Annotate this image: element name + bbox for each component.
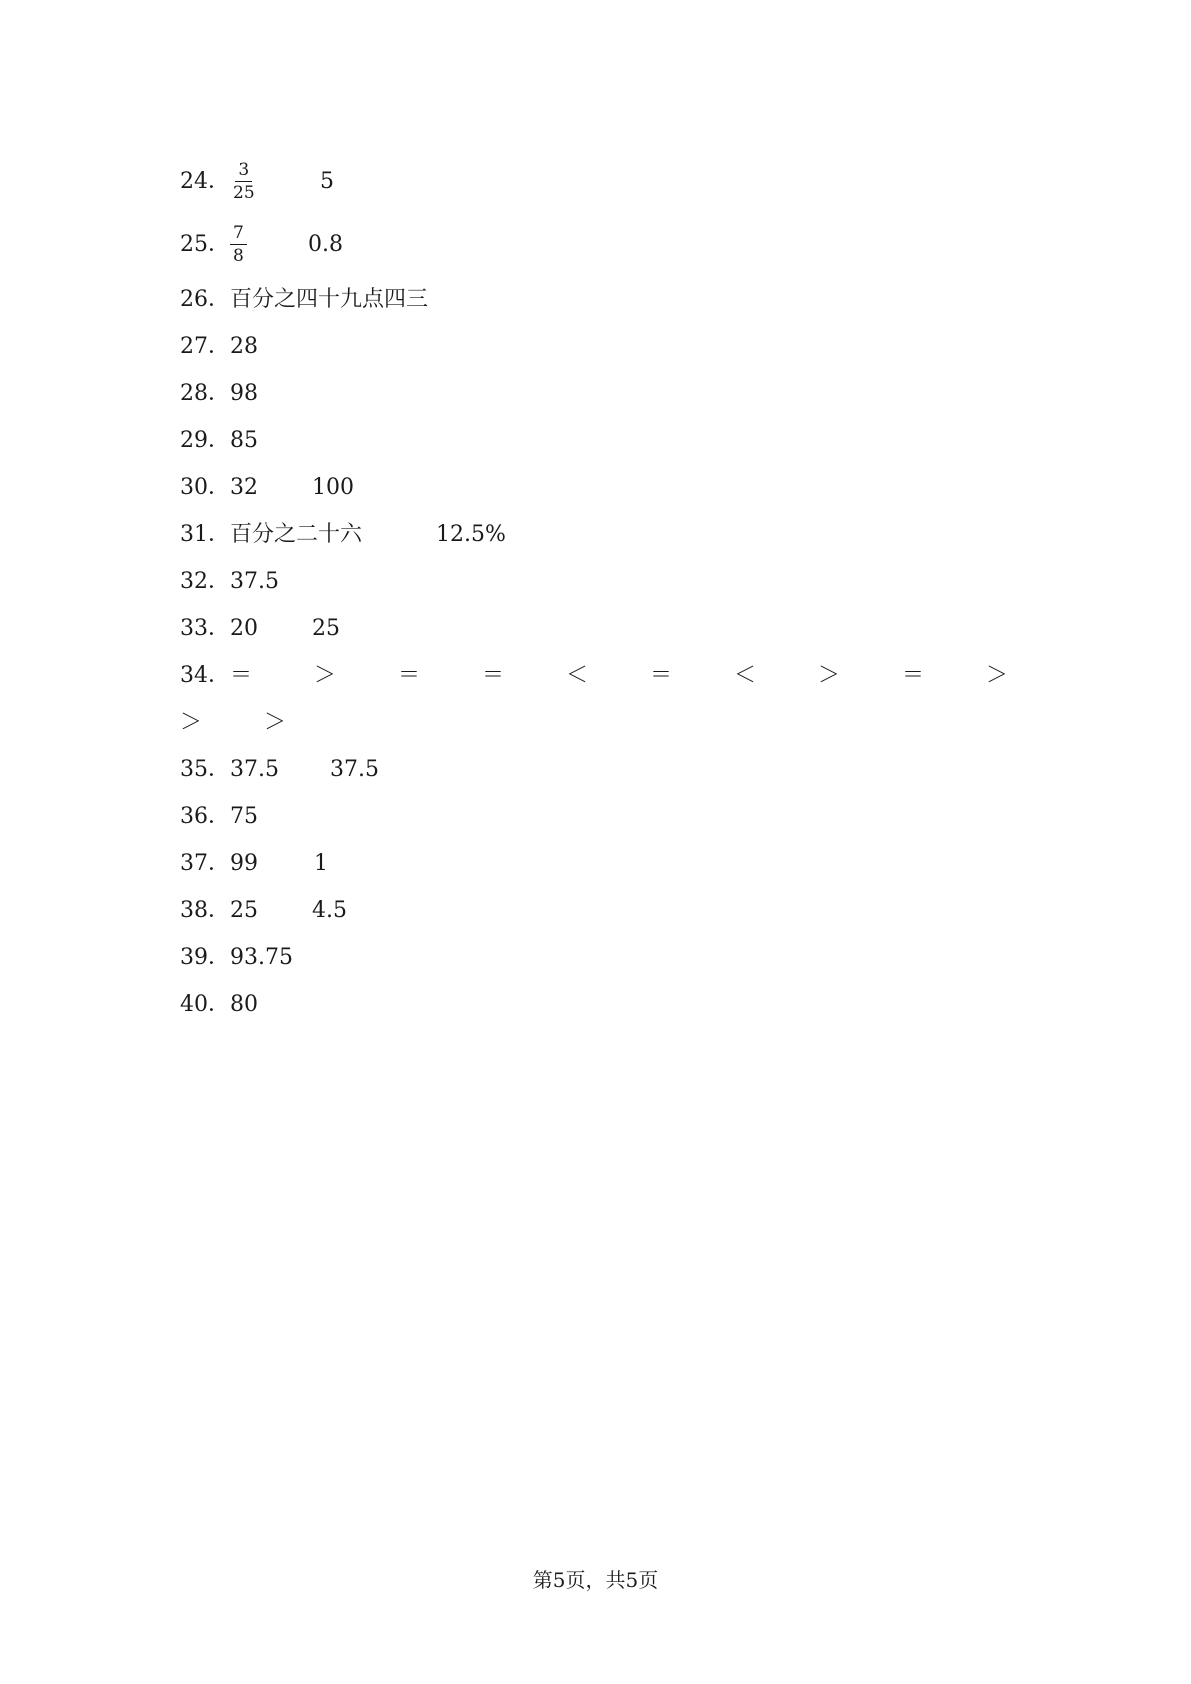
answer-value: 4.5: [312, 898, 347, 923]
question-number: 24．: [180, 169, 230, 194]
answer-row-26: [180, 276, 1040, 323]
question-number: 37．: [180, 851, 230, 876]
answer-value: 37.5: [230, 757, 279, 782]
answer-value: 37.5: [330, 757, 379, 782]
answer-row-29: [180, 417, 1040, 464]
question-number: 27．: [180, 334, 230, 359]
answer-row-30: [180, 464, 1040, 511]
answer-row-36: [180, 793, 1040, 840]
question-number: 28．: [180, 381, 230, 406]
comparison-symbol: ＝: [902, 663, 925, 688]
answer-value: 80: [230, 992, 258, 1017]
comparison-symbol: ＝: [650, 663, 673, 688]
comparison-symbol: ＞: [314, 663, 337, 688]
question-number: 25．: [180, 232, 230, 257]
question-number: 34．: [180, 663, 230, 688]
question-number: 39．: [180, 945, 230, 970]
question-number: 36．: [180, 804, 230, 829]
answer-value: 25: [312, 616, 340, 641]
answer-row-39: [180, 934, 1040, 981]
fraction-denominator: 8: [233, 246, 244, 266]
answer-value: 32: [230, 475, 258, 500]
question-number: 40．: [180, 992, 230, 1017]
answer-row-25: [180, 213, 1040, 276]
fraction-denominator: 25: [233, 183, 255, 203]
answer-row-38: [180, 887, 1040, 934]
answer-row-27: [180, 323, 1040, 370]
answer-row-32: [180, 558, 1040, 605]
comparison-symbol: ＞: [986, 663, 1009, 688]
answer-value: 85: [230, 428, 258, 453]
answer-value: 99: [230, 851, 258, 876]
answer-value: 百分之四十九点四三: [230, 287, 429, 312]
answer-row-24: [180, 150, 1040, 213]
answer-value: 98: [230, 381, 258, 406]
question-number: 29．: [180, 428, 230, 453]
question-number: 30．: [180, 475, 230, 500]
comparison-symbol: ＝: [230, 663, 253, 688]
answer-value: 0.8: [308, 232, 343, 257]
answer-row-31: [180, 511, 1040, 558]
answer-row-28: [180, 370, 1040, 417]
answer-row-33: [180, 605, 1040, 652]
answer-value: 100: [312, 475, 354, 500]
fraction-answer: [230, 213, 247, 276]
comparison-symbol: ＞: [180, 710, 203, 735]
answer-value: 5: [320, 169, 334, 194]
page-footer: 第5页，共5页: [532, 1568, 659, 1592]
comparison-symbol: ＜: [734, 663, 757, 688]
answer-value: 25: [230, 898, 258, 923]
question-number: 31．: [180, 522, 230, 547]
question-number: 32．: [180, 569, 230, 594]
comparison-symbol: ＞: [264, 710, 287, 735]
fraction-numerator: 3: [235, 159, 252, 182]
answer-row-34: [180, 652, 1040, 699]
comparison-symbol: ＜: [566, 663, 589, 688]
answer-value: 12.5%: [436, 522, 506, 547]
answer-value: 93.75: [230, 945, 293, 970]
question-number: 33．: [180, 616, 230, 641]
question-number: 26．: [180, 287, 230, 312]
answer-value: 百分之二十六: [230, 522, 363, 547]
comparison-symbol: ＝: [482, 663, 505, 688]
comparison-symbol: ＝: [398, 663, 421, 688]
answer-value: 20: [230, 616, 258, 641]
question-number: 35．: [180, 757, 230, 782]
answer-row-34-continued: [180, 699, 1040, 746]
answer-value: 75: [230, 804, 258, 829]
answer-row-37: [180, 840, 1040, 887]
fraction-answer: [230, 150, 258, 213]
answer-row-35: [180, 746, 1040, 793]
answer-value: 1: [314, 851, 328, 876]
comparison-symbol: ＞: [818, 663, 841, 688]
question-number: 38．: [180, 898, 230, 923]
answer-list: [180, 150, 1040, 1028]
fraction-numerator: 7: [230, 222, 247, 245]
answer-value: 28: [230, 334, 258, 359]
answer-row-40: [180, 981, 1040, 1028]
answer-value: 37.5: [230, 569, 279, 594]
